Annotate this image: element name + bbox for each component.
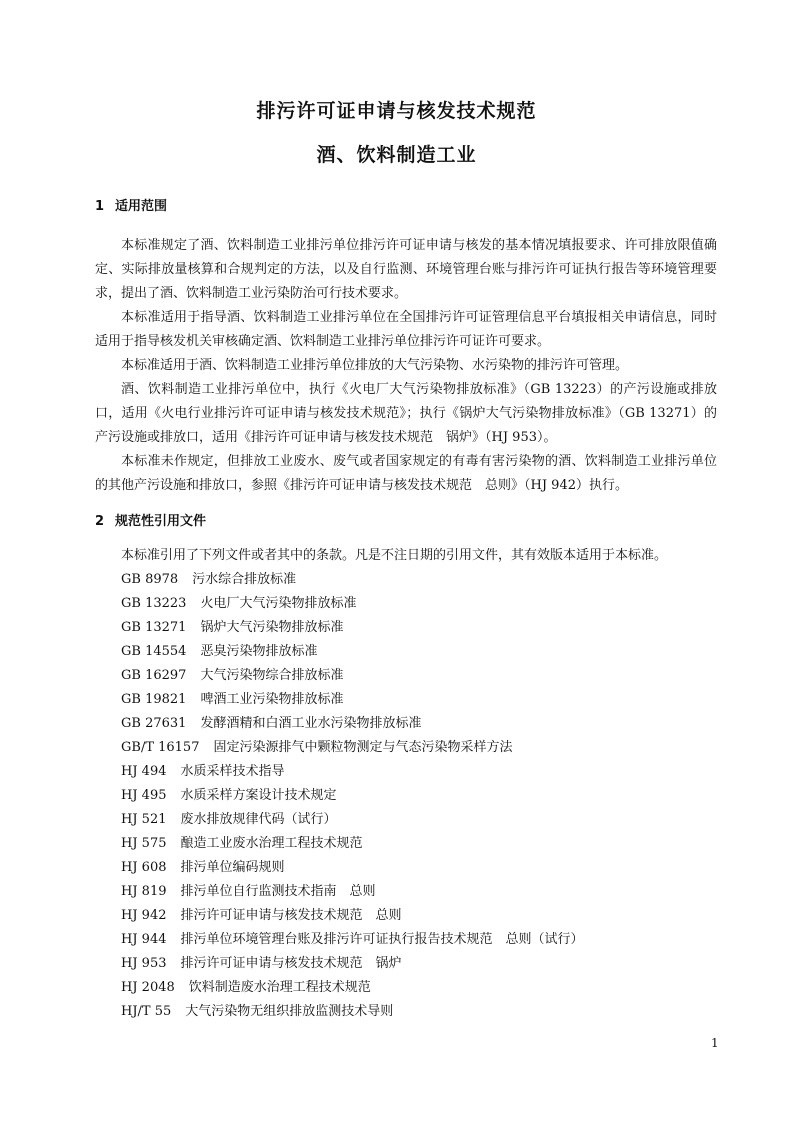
section-2-heading — [95, 510, 206, 529]
reference-name: 发酵酒精和白酒工业水污染物排放标准 — [200, 716, 422, 731]
page-number: 1 — [711, 1036, 719, 1050]
reference-item — [121, 808, 584, 832]
reference-code: HJ 942 — [121, 908, 167, 923]
reference-code: HJ 495 — [121, 788, 167, 803]
section-number: 2 — [95, 514, 105, 529]
reference-name: 废水排放规律代码（试行） — [180, 812, 337, 827]
reference-code: HJ 819 — [121, 884, 167, 899]
reference-code: GB 13223 — [121, 596, 187, 611]
reference-name: 排污许可证申请与核发技术规范 总则 — [180, 908, 402, 923]
reference-code: HJ 953 — [121, 956, 167, 971]
reference-name: 大气污染物无组织排放监测技术导则 — [185, 1004, 394, 1019]
reference-item — [121, 640, 584, 664]
reference-name: 火电厂大气污染物排放标准 — [200, 596, 357, 611]
paragraph: 本标准规定了酒、饮料制造工业排污单位排污许可证申请与核发的基本情况填报要求、许可排放限值确定、实际排放量核算和合规判定的方法，以及自行监测、环境管理台账与排污许可证执行报告等环境管理要求，提出了酒、饮料制造工业污染防治可行技术要求。 — [95, 238, 717, 301]
reference-code: GB 8978 — [121, 572, 179, 587]
reference-code: GB/T 16157 — [121, 740, 200, 755]
reference-item — [121, 712, 584, 736]
reference-code: HJ 608 — [121, 860, 167, 875]
reference-name: 排污单位自行监测技术指南 总则 — [180, 884, 376, 899]
reference-code: HJ/T 55 — [121, 1004, 172, 1019]
paragraph: 本标准适用于酒、饮料制造工业排污单位排放的大气污染物、水污染物的排污许可管理。 — [121, 358, 629, 373]
reference-item — [121, 928, 584, 952]
reference-name: 排污单位环境管理台账及排污许可证执行报告技术规范 总则（试行） — [180, 932, 584, 947]
section-number: 1 — [95, 199, 105, 214]
reference-item — [121, 664, 584, 688]
section-title: 规范性引用文件 — [115, 514, 207, 529]
document-title: 排污许可证申请与核发技术规范 — [256, 100, 537, 122]
reference-item — [121, 880, 584, 904]
reference-name: 水质采样技术指导 — [180, 764, 285, 779]
reference-code: HJ 944 — [121, 932, 167, 947]
reference-name: 水质采样方案设计技术规定 — [180, 788, 337, 803]
reference-item — [121, 832, 584, 856]
reference-item — [121, 616, 584, 640]
reference-item — [121, 568, 584, 592]
reference-code: GB 19821 — [121, 692, 187, 707]
reference-name: 酿造工业废水治理工程技术规范 — [180, 836, 363, 851]
reference-name: 排污单位编码规则 — [180, 860, 285, 875]
section-1-heading — [95, 195, 167, 214]
paragraph: 本标准适用于指导酒、饮料制造工业排污单位在全国排污许可证管理信息平台填报相关申请信息，同时适用于指导核发机关审核确定酒、饮料制造工业排污单位排污许可证许可要求。 — [95, 310, 717, 349]
reference-name: 啤酒工业污染物排放标准 — [200, 692, 344, 707]
reference-name: 大气污染物综合排放标准 — [200, 668, 344, 683]
reference-name: 污水综合排放标准 — [192, 572, 297, 587]
reference-item — [121, 856, 584, 880]
reference-item — [121, 1000, 584, 1024]
document-subtitle: 酒、饮料制造工业 — [316, 144, 477, 166]
reference-name: 饮料制造废水治理工程技术规范 — [188, 980, 371, 995]
paragraph: 本标准未作规定，但排放工业废水、废气或者国家规定的有毒有害污染物的酒、饮料制造工业排污单位的其他产污设施和排放口，参照《排污许可证申请与核发技术规范 总则》（HJ 942）执行。 — [95, 454, 717, 493]
reference-item — [121, 760, 584, 784]
reference-item — [121, 784, 584, 808]
reference-code: HJ 575 — [121, 836, 167, 851]
reference-item — [121, 952, 584, 976]
reference-item — [121, 592, 584, 616]
reference-code: GB 16297 — [121, 668, 187, 683]
reference-list — [121, 568, 584, 1024]
reference-item — [121, 904, 584, 928]
reference-name: 锅炉大气污染物排放标准 — [200, 620, 344, 635]
reference-name: 固定污染源排气中颗粒物测定与气态污染物采样方法 — [213, 740, 513, 755]
reference-code: GB 27631 — [121, 716, 187, 731]
reference-name: 恶臭污染物排放标准 — [200, 644, 318, 659]
reference-name: 排污许可证申请与核发技术规范 锅炉 — [180, 956, 402, 971]
paragraph: 酒、饮料制造工业排污单位中，执行《火电厂大气污染物排放标准》（GB 13223）的产污设施或排放口，适用《火电行业排污许可证申请与核发技术规范》；执行《锅炉大气污染物排放标准》（GB 13271）的产污设施或排放口，适用《排污许可证申请与核发技术规范 锅炉》（HJ 953）。 — [95, 382, 717, 445]
reference-code: GB 13271 — [121, 620, 187, 635]
section-title: 适用范围 — [115, 199, 168, 214]
reference-code: HJ 494 — [121, 764, 167, 779]
reference-item — [121, 976, 584, 1000]
reference-item — [121, 736, 584, 760]
reference-code: HJ 2048 — [121, 980, 175, 995]
reference-code: HJ 521 — [121, 812, 167, 827]
reference-item — [121, 688, 584, 712]
references-intro: 本标准引用了下列文件或者其中的条款。凡是不注日期的引用文件，其有效版本适用于本标准。 — [121, 548, 668, 563]
reference-code: GB 14554 — [121, 644, 187, 659]
